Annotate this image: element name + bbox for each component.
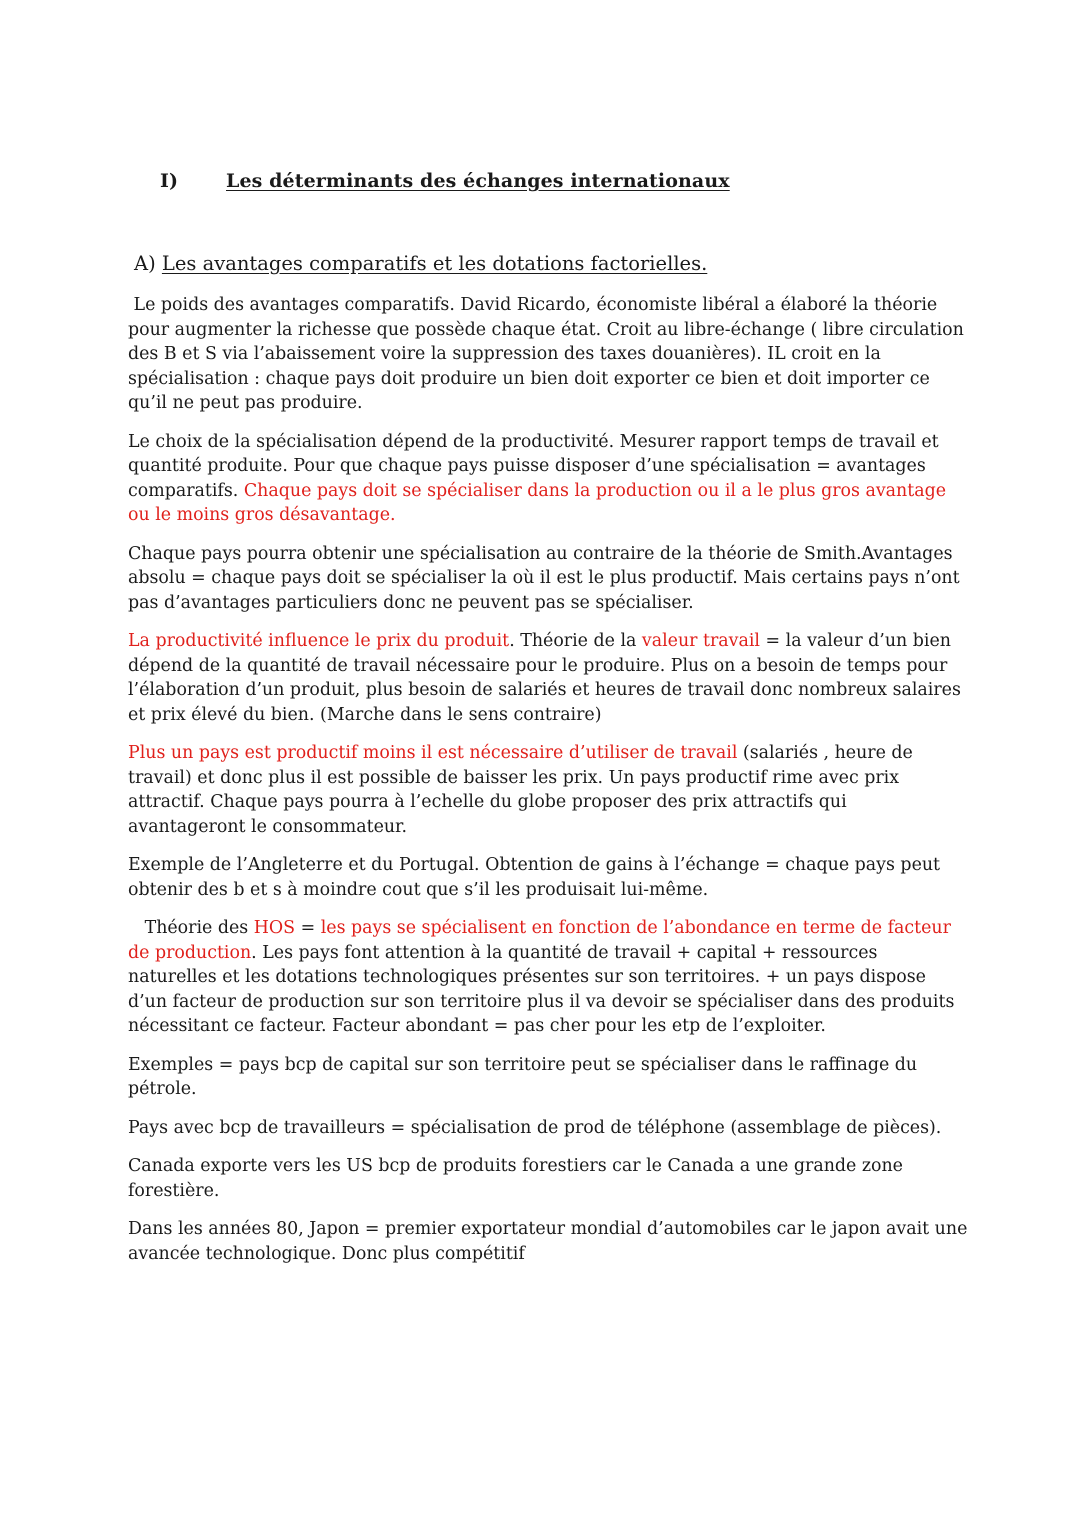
paragraph-text: Exemple de l’Angleterre et du Portugal. Obtention de gains à l’échange = chaque pays peut obtenir des b et s à moindre cout que s’il les produisait lui-même. bbox=[128, 855, 941, 900]
subsection-heading bbox=[134, 252, 707, 275]
paragraph-text: Le poids des avantages comparatifs. David Ricardo, économiste libéral a élaboré la théorie pour augmenter la richesse que possède chaque état. Croit au libre-échange ( libre circulation des B et S via l’abaissement voire la suppression des taxes douanières). IL croit en la spécialisation : chaque pays doit produire un bien doit exporter ce bien et doit importer ce qu’il ne peut pas produire. bbox=[128, 295, 970, 413]
highlighted-text: HOS bbox=[253, 918, 296, 938]
paragraph-text: Théorie des bbox=[128, 918, 254, 938]
paragraph-smith bbox=[128, 542, 968, 616]
paragraph-text: = la valeur d’un bien dépend de la quantité de travail nécessaire pour le produire. Plus on a besoin de temps pour l’élaboration d’un produit, plus besoin de salariés et heures de travail donc nombreux salaires et prix élevé du bien. (Marche dans le sens contraire) bbox=[128, 631, 961, 725]
paragraph-ricardo bbox=[128, 293, 968, 416]
highlighted-text: Chaque pays doit se spécialiser dans la production ou il a le plus gros avantage ou le moins gros désavantage. bbox=[128, 480, 947, 525]
paragraph-text: (salariés , heure de travail) et donc plus il est possible de baisser les prix. Un pays productif rime avec prix attractif. Chaque pays pourra à l’echelle du globe proposer des prix attractifs qui avantageront le consommateur. bbox=[128, 743, 913, 837]
highlighted-text: valeur travail bbox=[641, 631, 760, 651]
paragraph-specialisation bbox=[128, 430, 968, 528]
paragraph-pays-productif bbox=[128, 741, 968, 839]
paragraph-text: Canada exporte vers les US bcp de produits forestiers car le Canada a une grande zone forestière. bbox=[128, 1156, 903, 1201]
paragraph-hos bbox=[128, 916, 968, 1039]
paragraph-text: Pays avec bcp de travailleurs = spécialisation de prod de téléphone (assemblage de pièces). bbox=[128, 1117, 942, 1138]
body-text bbox=[128, 293, 968, 1280]
paragraph-text: Dans les années 80, Japon = premier exportateur mondial d’automobiles car le japon avait une avancée technologique. Donc plus compétitif bbox=[128, 1219, 968, 1264]
paragraph-text: Exemples = pays bcp de capital sur son territoire peut se spécialiser dans le raffinage du pétrole. bbox=[128, 1054, 918, 1099]
paragraph-angleterre-portugal bbox=[128, 853, 968, 902]
paragraph-productivite bbox=[128, 629, 968, 727]
highlighted-text: Plus un pays est productif moins il est nécessaire d’utiliser de travail bbox=[128, 743, 738, 763]
section-number: I) bbox=[160, 170, 179, 192]
paragraph-text: = bbox=[295, 918, 321, 938]
paragraph-text: Le choix de la spécialisation dépend de la productivité. Mesurer rapport temps de travail et quantité produite. Pour que chaque pays puisse disposer d’une spécialisation = avantages comparatifs. bbox=[128, 431, 939, 501]
paragraph-text: Chaque pays pourra obtenir une spécialisation au contraire de la théorie de Smith.Avantages absolu = chaque pays doit se spécialiser la où il est le plus productif. Mais certains pays n’ont pas d’avantages particuliers donc ne peuvent pas se spécialiser. bbox=[128, 543, 960, 613]
highlighted-text: les pays se spécialisent en fonction de l’abondance en terme de facteur de production bbox=[128, 918, 957, 963]
section-title: Les déterminants des échanges internationaux bbox=[226, 170, 730, 192]
paragraph-exemple-capital bbox=[128, 1053, 968, 1102]
subsection-title: Les avantages comparatifs et les dotations factorielles. bbox=[161, 252, 708, 275]
paragraph-exemple-travailleurs bbox=[128, 1116, 968, 1141]
paragraph-exemple-japon bbox=[128, 1217, 968, 1266]
subsection-letter: A) bbox=[134, 252, 156, 275]
paragraph-text: . Théorie de la bbox=[509, 631, 642, 651]
paragraph-exemple-canada bbox=[128, 1154, 968, 1203]
highlighted-text: La productivité influence le prix du produit bbox=[128, 631, 510, 651]
paragraph-text: . Les pays font attention à la quantité de travail + capital + ressources naturelles et les dotations technologiques présentes sur son territoires. + un pays dispose d’un facteur de production sur son territoire plus il va devoir se spécialiser dans des produits nécessitant ce facteur. Facteur abondant = pas cher pour les etp de l’exploiter. bbox=[128, 942, 960, 1036]
section-heading bbox=[160, 170, 730, 192]
